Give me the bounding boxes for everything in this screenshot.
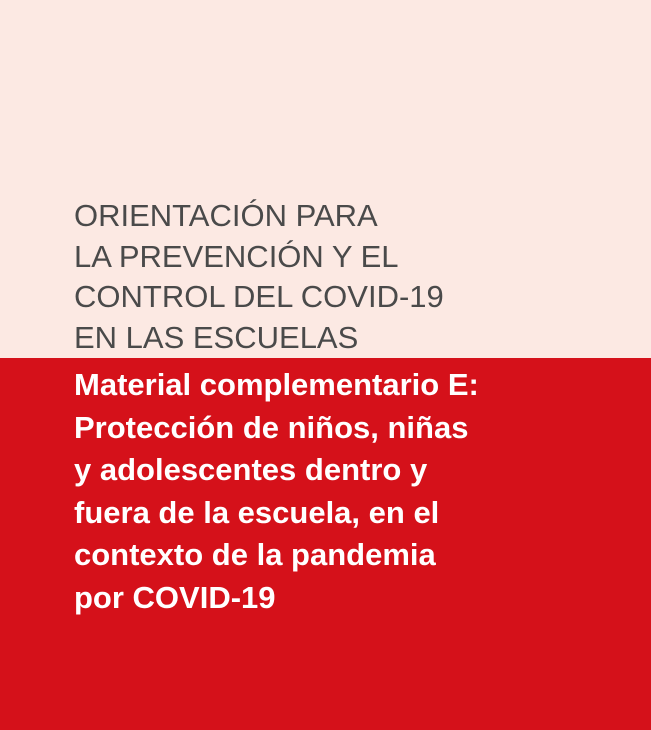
cover-title-line: ORIENTACIÓN PARA (74, 198, 378, 233)
cover-subtitle-line: Protección de niños, niñas (74, 409, 469, 445)
cover-subtitle-line: por COVID-19 (74, 579, 276, 615)
cover-title-line: LA PREVENCIÓN Y EL (74, 238, 399, 274)
cover-subtitle-line: fuera de la escuela, en el (74, 494, 440, 530)
cover-title-line: EN LAS ESCUELAS (74, 319, 359, 355)
cover-title-line: CONTROL DEL COVID-19 (74, 279, 444, 314)
cover-subtitle (74, 364, 634, 619)
cover-subtitle-line: contexto de la pandemia (74, 537, 436, 572)
cover-title (74, 196, 634, 358)
cover-subtitle-line: y adolescentes dentro y (74, 452, 428, 487)
cover-subtitle-line: Material complementario E: (74, 367, 479, 402)
